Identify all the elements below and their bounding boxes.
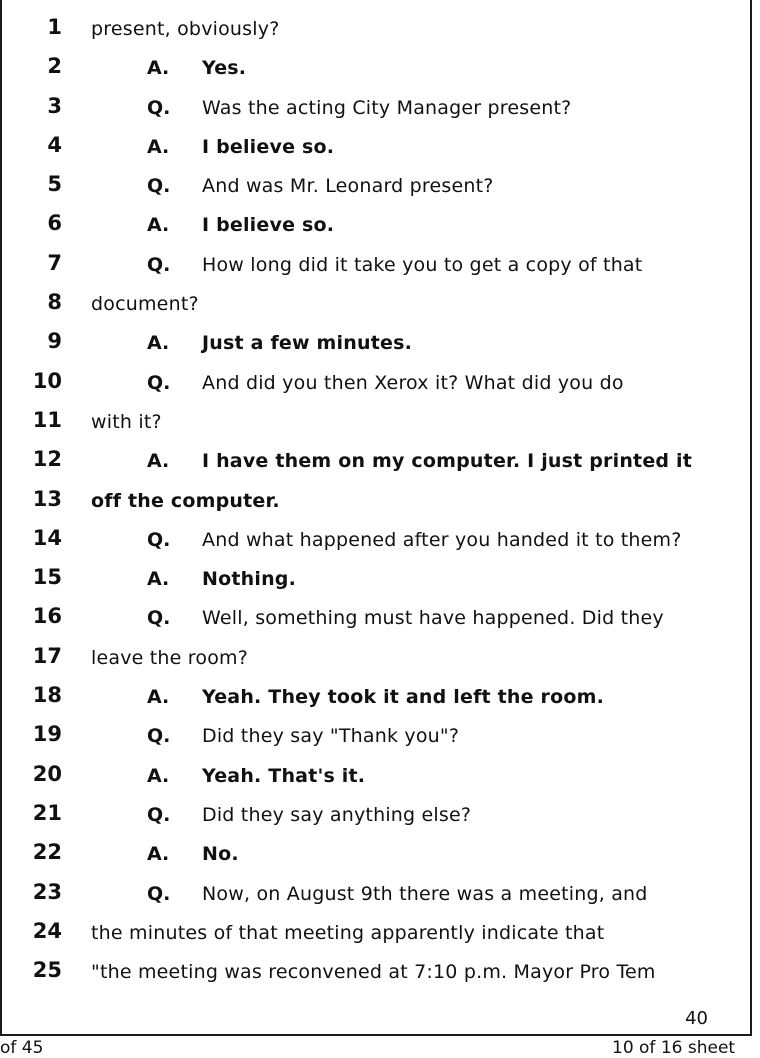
answer-label: A.: [147, 843, 170, 866]
line-number: 10: [32, 368, 62, 393]
transcript-line: [0, 326, 752, 365]
line-number: 25: [32, 958, 62, 983]
question-label: Q.: [147, 528, 171, 551]
answer-text: I believe so.: [202, 214, 335, 237]
answer-text: Yes.: [202, 57, 247, 80]
answer-text: Yeah. They took it and left the room.: [202, 686, 605, 709]
line-number: 4: [47, 132, 62, 157]
question-label: Q.: [147, 607, 171, 630]
line-number: 13: [32, 486, 62, 511]
continuation-text: "the meeting was reconvened at 7:10 p.m. Mayor Pro Tem: [91, 961, 656, 984]
answer-label: A.: [147, 686, 170, 709]
transcript-line: [0, 719, 752, 758]
transcript-line: [0, 248, 752, 287]
transcript-line: [0, 680, 752, 719]
transcript-line: [0, 366, 752, 405]
line-number: 3: [47, 93, 62, 118]
question-text: And was Mr. Leonard present?: [202, 175, 494, 198]
question-text: Now, on August 9th there was a meeting, and: [202, 882, 648, 905]
question-label: Q.: [147, 803, 171, 826]
question-text: Did they say anything else?: [202, 803, 472, 826]
answer-text: I believe so.: [202, 135, 335, 158]
line-number: 2: [47, 54, 62, 79]
question-label: Q.: [147, 253, 171, 276]
answer-label: A.: [147, 332, 170, 355]
line-number: 15: [32, 565, 62, 590]
transcript-line: [0, 51, 752, 90]
transcript-line: [0, 955, 752, 994]
line-number: 8: [47, 290, 62, 315]
question-label: Q.: [147, 96, 171, 119]
line-number: 6: [47, 211, 62, 236]
transcript-line: [0, 877, 752, 916]
line-number: 5: [47, 172, 62, 197]
transcript-line: [0, 208, 752, 247]
continuation-text: leave the room?: [91, 646, 249, 669]
answer-label: A.: [147, 57, 170, 80]
question-label: Q.: [147, 175, 171, 198]
line-number: 20: [32, 761, 62, 786]
answer-label: A.: [147, 568, 170, 591]
answer-label: A.: [147, 135, 170, 158]
transcript-line: [0, 641, 752, 680]
answer-text: Just a few minutes.: [202, 332, 413, 355]
line-number: 16: [32, 604, 62, 629]
line-number: 21: [32, 800, 62, 825]
continuation-text: document?: [91, 293, 199, 316]
transcript-line: [0, 916, 752, 955]
line-number: 19: [32, 722, 62, 747]
line-number: 24: [32, 918, 62, 943]
question-text: Was the acting City Manager present?: [202, 96, 572, 119]
line-number: 14: [32, 525, 62, 550]
line-number: 11: [32, 407, 62, 432]
transcript-line: [0, 287, 752, 326]
question-text: And did you then Xerox it? What did you do: [202, 371, 624, 394]
transcript-line: [0, 562, 752, 601]
footer-left-text: of 45: [0, 1038, 44, 1058]
question-text: Well, something must have happened. Did they: [202, 607, 664, 630]
transcript-line: [0, 484, 752, 523]
continuation-text: off the computer.: [91, 489, 280, 512]
line-number: 18: [32, 683, 62, 708]
transcript-line: [0, 169, 752, 208]
line-number: 22: [32, 840, 62, 865]
question-text: How long did it take you to get a copy of that: [202, 253, 643, 276]
answer-text: Nothing.: [202, 568, 297, 591]
transcript-line: [0, 130, 752, 169]
question-label: Q.: [147, 371, 171, 394]
line-number: 12: [32, 447, 62, 472]
line-number: 9: [47, 329, 62, 354]
footer-right-text: 10 of 16 sheet: [612, 1038, 736, 1058]
transcript-line: [0, 601, 752, 640]
answer-text: Yeah. That's it.: [202, 764, 366, 787]
line-number: 23: [32, 879, 62, 904]
transcript-line: [0, 91, 752, 130]
continuation-text: the minutes of that meeting apparently indicate that: [91, 921, 605, 944]
transcript-line: [0, 759, 752, 798]
transcript-line: [0, 444, 752, 483]
transcript-line: [0, 837, 752, 876]
transcript-lines: [0, 12, 752, 994]
question-text: Did they say "Thank you"?: [202, 725, 460, 748]
transcript-line: [0, 12, 752, 51]
answer-label: A.: [147, 214, 170, 237]
question-label: Q.: [147, 725, 171, 748]
question-text: And what happened after you handed it to them?: [202, 528, 682, 551]
continuation-text: with it?: [91, 410, 162, 433]
line-number: 1: [47, 15, 62, 39]
transcript-line: [0, 523, 752, 562]
transcript-line: [0, 798, 752, 837]
continuation-text: present, obviously?: [91, 18, 280, 40]
line-number: 17: [32, 643, 62, 668]
transcript-line: [0, 405, 752, 444]
answer-text: No.: [202, 843, 239, 866]
page-number: 40: [685, 1008, 708, 1029]
answer-label: A.: [147, 764, 170, 787]
line-number: 7: [47, 250, 62, 275]
answer-text: I have them on my computer. I just printed it: [202, 450, 693, 473]
question-label: Q.: [147, 882, 171, 905]
answer-label: A.: [147, 450, 170, 473]
